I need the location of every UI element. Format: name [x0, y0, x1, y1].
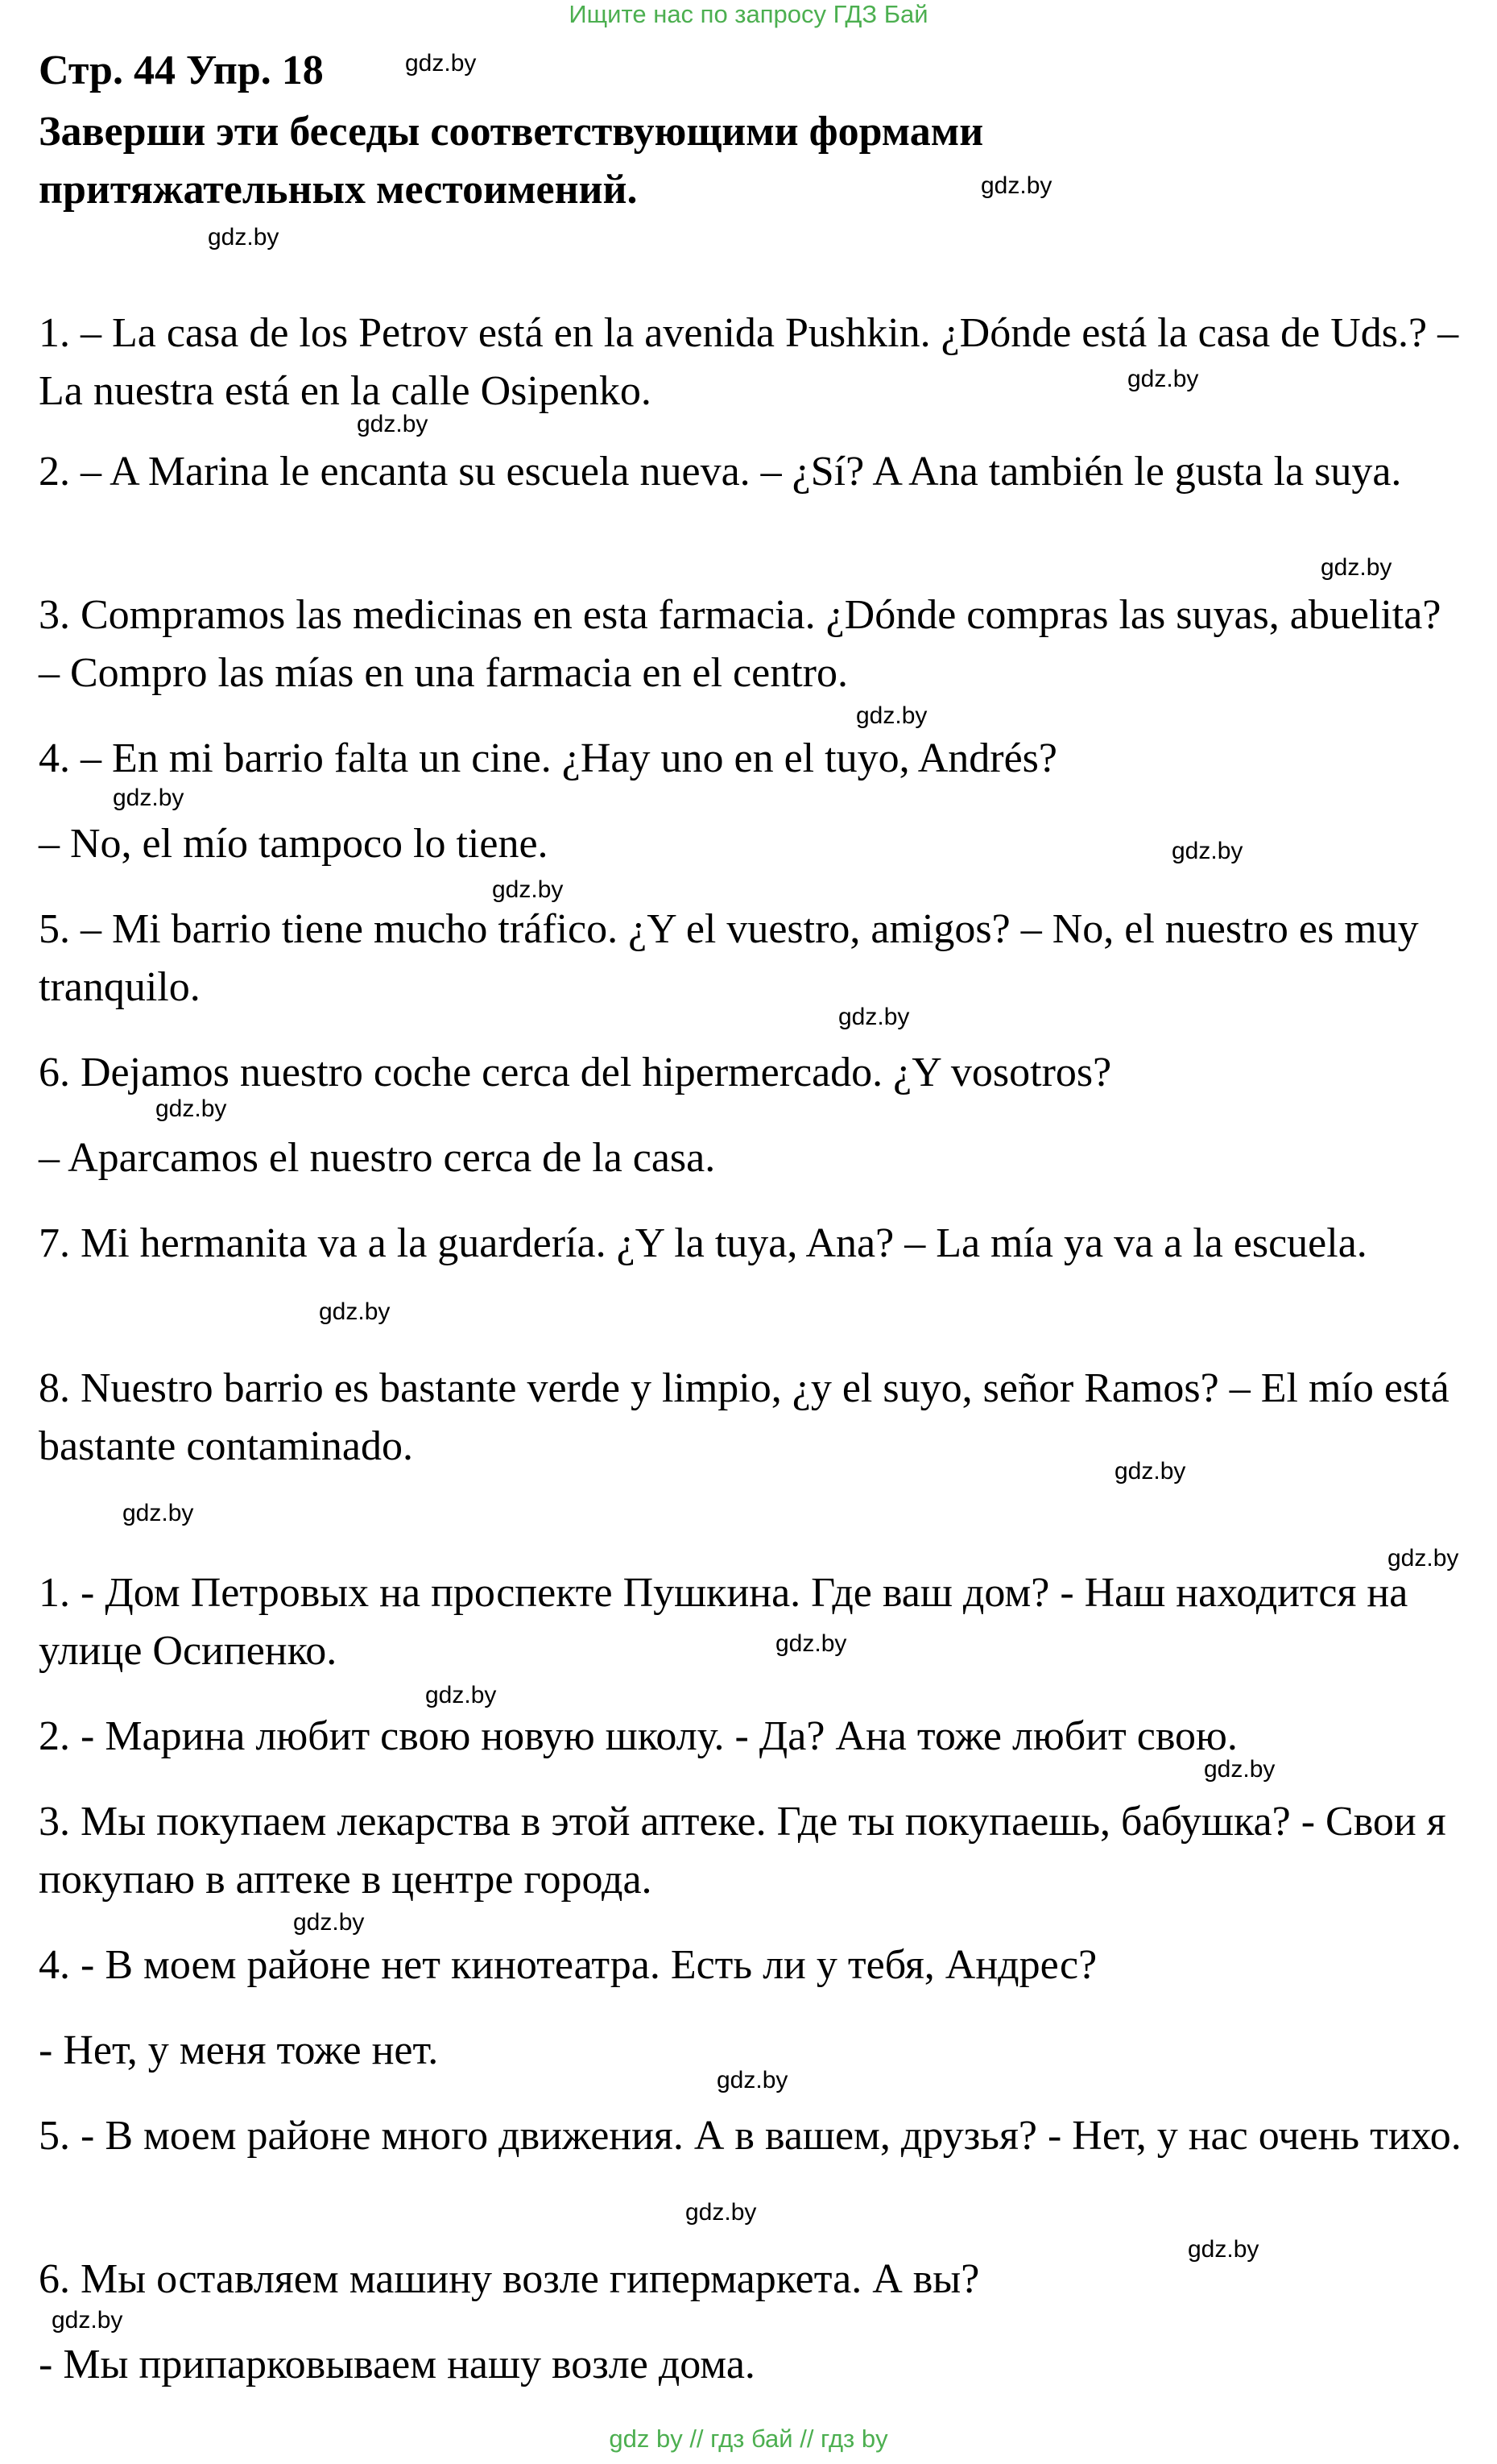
spanish-item-6: 6. Dejamos nuestro coche cerca del hipermercado. ¿Y vosotros? — [39, 1050, 1112, 1095]
watermark: gdz.by — [838, 1004, 910, 1030]
watermark: gdz.by — [52, 2307, 123, 2334]
spanish-item-1: 1. – La casa de los Petrov está en la avenida Pushkin. ¿Dónde está la casa de Uds.? – La nuestra está en la calle Osipenko. — [39, 310, 1459, 414]
watermark: gdz.by — [1321, 554, 1392, 581]
task-instruction: Заверши эти беседы соответствующими формами притяжательных местоимений. — [39, 109, 984, 213]
watermark: gdz.by — [113, 785, 184, 811]
watermark: gdz.by — [293, 1909, 365, 1936]
russian-item-2: 2. - Марина любит свою новую школу. - Да? Ана тоже любит свою. — [39, 1713, 1238, 1759]
watermark: gdz.by — [685, 2199, 757, 2226]
russian-item-1: 1. - Дом Петровых на проспекте Пушкина. Где ваш дом? - Наш находится на улице Осипенко. — [39, 1570, 1408, 1674]
watermark: gdz.by — [1172, 838, 1243, 864]
watermark: gdz.by — [319, 1298, 391, 1325]
spanish-item-4: 4. – En mi barrio falta un cine. ¿Hay uno en el tuyo, Andrés? — [39, 735, 1057, 781]
watermark: gdz.by — [1127, 366, 1199, 392]
watermark: gdz.by — [717, 2067, 788, 2093]
watermark: gdz.by — [1204, 1756, 1276, 1783]
russian-item-4-reply: - Нет, у меня тоже нет. — [39, 2027, 439, 2073]
spanish-item-8: 8. Nuestro barrio es bastante verde y limpio, ¿y el suyo, señor Ramos? – El mío está bastante contaminado. — [39, 1365, 1449, 1469]
page-title: Стр. 44 Упр. 18 — [39, 48, 324, 93]
russian-item-6: 6. Мы оставляем машину возле гипермаркета. А вы? — [39, 2256, 980, 2302]
russian-item-4: 4. - В моем районе нет кинотеатра. Есть ли у тебя, Андрес? — [39, 1942, 1098, 1988]
spanish-item-4-reply: – No, el mío tampoco lo tiene. — [39, 821, 548, 867]
watermark: gdz.by — [981, 172, 1052, 199]
watermark: gdz.by — [1188, 2236, 1259, 2263]
spanish-item-2: 2. – A Marina le encanta su escuela nueva. – ¿Sí? A Ana también le gusta la suya. — [39, 449, 1402, 495]
spanish-item-5: 5. – Mi barrio tiene mucho tráfico. ¿Y el vuestro, amigos? – No, el nuestro es muy tranquilo. — [39, 906, 1419, 1010]
spanish-item-7: 7. Mi hermanita va a la guardería. ¿Y la tuya, Ana? – La mía ya va a la escuela. — [39, 1220, 1367, 1266]
top-banner[interactable]: Ищите нас по запросу ГДЗ Бай — [569, 0, 928, 28]
watermark: gdz.by — [775, 1630, 847, 1657]
watermark: gdz.by — [122, 1500, 194, 1526]
watermark: gdz.by — [1387, 1545, 1459, 1572]
russian-item-3: 3. Мы покупаем лекарства в этой аптеке. Где ты покупаешь, бабушка? - Свои я покупаю в аптеке в центре города. — [39, 1799, 1446, 1903]
watermark: gdz.by — [155, 1095, 227, 1122]
footer-watermark[interactable]: gdz by // гдз бай // гдз by — [609, 2425, 888, 2453]
russian-item-6-reply: - Мы припарковываем нашу возле дома. — [39, 2342, 755, 2387]
spanish-item-6-reply: – Aparcamos el nuestro cerca de la casa. — [39, 1135, 716, 1181]
watermark: gdz.by — [208, 224, 279, 251]
russian-item-5: 5. - В моем районе много движения. А в вашем, друзья? - Нет, у нас очень тихо. — [39, 2113, 1462, 2159]
watermark: gdz.by — [425, 1682, 497, 1708]
watermark: gdz.by — [856, 702, 928, 729]
watermark: gdz.by — [1114, 1458, 1186, 1485]
watermark: gdz.by — [357, 411, 428, 437]
watermark: gdz.by — [492, 876, 564, 903]
spanish-item-3: 3. Compramos las medicinas en esta farmacia. ¿Dónde compras las suyas, abuelita? – Compro las mías en una farmacia en el centro. — [39, 592, 1441, 696]
watermark: gdz.by — [405, 50, 477, 77]
